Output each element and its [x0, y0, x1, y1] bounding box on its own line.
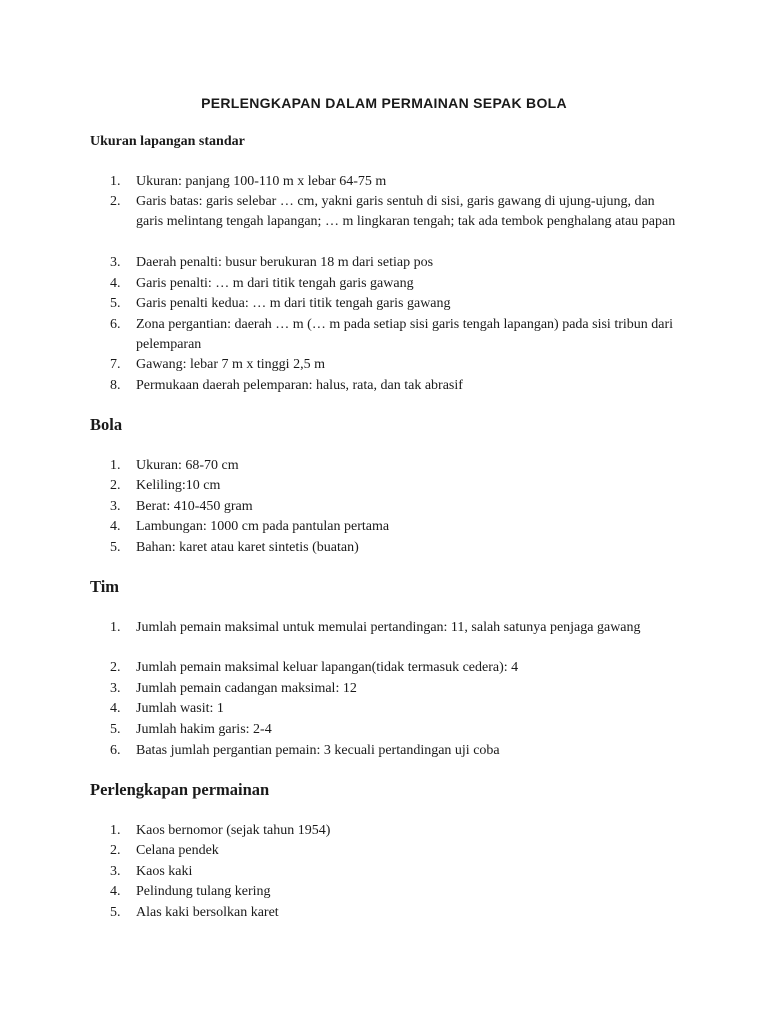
list-number: 6. [110, 317, 121, 332]
list-number: 2. [110, 478, 121, 493]
list-text: Pelindung tulang kering [136, 884, 271, 899]
list-text: Jumlah pemain maksimal untuk memulai pertandingan: 11, salah satunya penjaga gawang [136, 620, 641, 635]
list-text: Garis batas: garis selebar … cm, yakni garis sentuh di sisi, garis gawang di ujung-ujung, dan garis melintang tengah lapangan; … m lingkaran tengah; tak ada tembok penghalang atau papan [136, 194, 676, 230]
section-heading-bola: Bola [90, 415, 123, 434]
list-number: 4. [110, 276, 121, 291]
list-number: 3. [110, 255, 121, 270]
list-number: 4. [110, 884, 121, 899]
list-number: 3. [110, 681, 121, 696]
list-text: Kaos bernomor (sejak tahun 1954) [136, 823, 331, 838]
list-number: 2. [110, 194, 121, 209]
document-title: PERLENGKAPAN DALAM PERMAINAN SEPAK BOLA [201, 95, 567, 111]
list-text: Lambungan: 1000 cm pada pantulan pertama [136, 519, 390, 534]
list-number: 7. [110, 357, 121, 372]
list-number: 2. [110, 843, 121, 858]
section-heading-perlengkapan-permainan: Perlengkapan permainan [90, 780, 270, 799]
list-text: Ukuran: panjang 100-110 m x lebar 64-75 m [136, 174, 387, 189]
list-text: Celana pendek [136, 843, 219, 858]
list-text: Jumlah hakim garis: 2-4 [136, 722, 272, 737]
list-text: Bahan: karet atau karet sintetis (buatan) [136, 540, 359, 555]
list-text: Garis penalti: … m dari titik tengah garis gawang [136, 276, 414, 291]
section-heading-ukuran-lapangan: Ukuran lapangan standar [90, 134, 245, 149]
list-number: 5. [110, 722, 121, 737]
list-number: 2. [110, 660, 121, 675]
list-text: Alas kaki bersolkan karet [136, 905, 279, 920]
list-number: 5. [110, 540, 121, 555]
list-text: Ukuran: 68-70 cm [136, 458, 239, 473]
list-text: Garis penalti kedua: … m dari titik tengah garis gawang [136, 296, 451, 311]
list-text: Berat: 410-450 gram [136, 499, 253, 514]
section-heading-tim: Tim [90, 577, 120, 596]
list-number: 5. [110, 905, 121, 920]
list-text: Jumlah pemain cadangan maksimal: 12 [136, 681, 357, 696]
list-text: Jumlah wasit: 1 [136, 701, 224, 716]
list-text: Zona pergantian: daerah … m (… m pada setiap sisi garis tengah lapangan) pada sisi tribun dari pelemparan [136, 317, 674, 353]
list-number: 1. [110, 620, 121, 635]
list-number: 8. [110, 378, 121, 393]
list-text: Permukaan daerah pelemparan: halus, rata, dan tak abrasif [136, 378, 463, 393]
list-number: 1. [110, 823, 121, 838]
list-number: 3. [110, 499, 121, 514]
list-text: Gawang: lebar 7 m x tinggi 2,5 m [136, 357, 325, 372]
list-text: Kaos kaki [136, 864, 193, 879]
list-number: 4. [110, 519, 121, 534]
list-text: Keliling:10 cm [136, 478, 221, 493]
list-text: Jumlah pemain maksimal keluar lapangan(tidak termasuk cedera): 4 [136, 660, 519, 675]
list-number: 3. [110, 864, 121, 879]
list-number: 6. [110, 743, 121, 758]
list-number: 1. [110, 458, 121, 473]
list-number: 1. [110, 174, 121, 189]
list-number: 4. [110, 701, 121, 716]
list-text: Batas jumlah pergantian pemain: 3 kecuali pertandingan uji coba [136, 743, 500, 758]
list-number: 5. [110, 296, 121, 311]
list-text: Daerah penalti: busur berukuran 18 m dari setiap pos [136, 255, 434, 270]
